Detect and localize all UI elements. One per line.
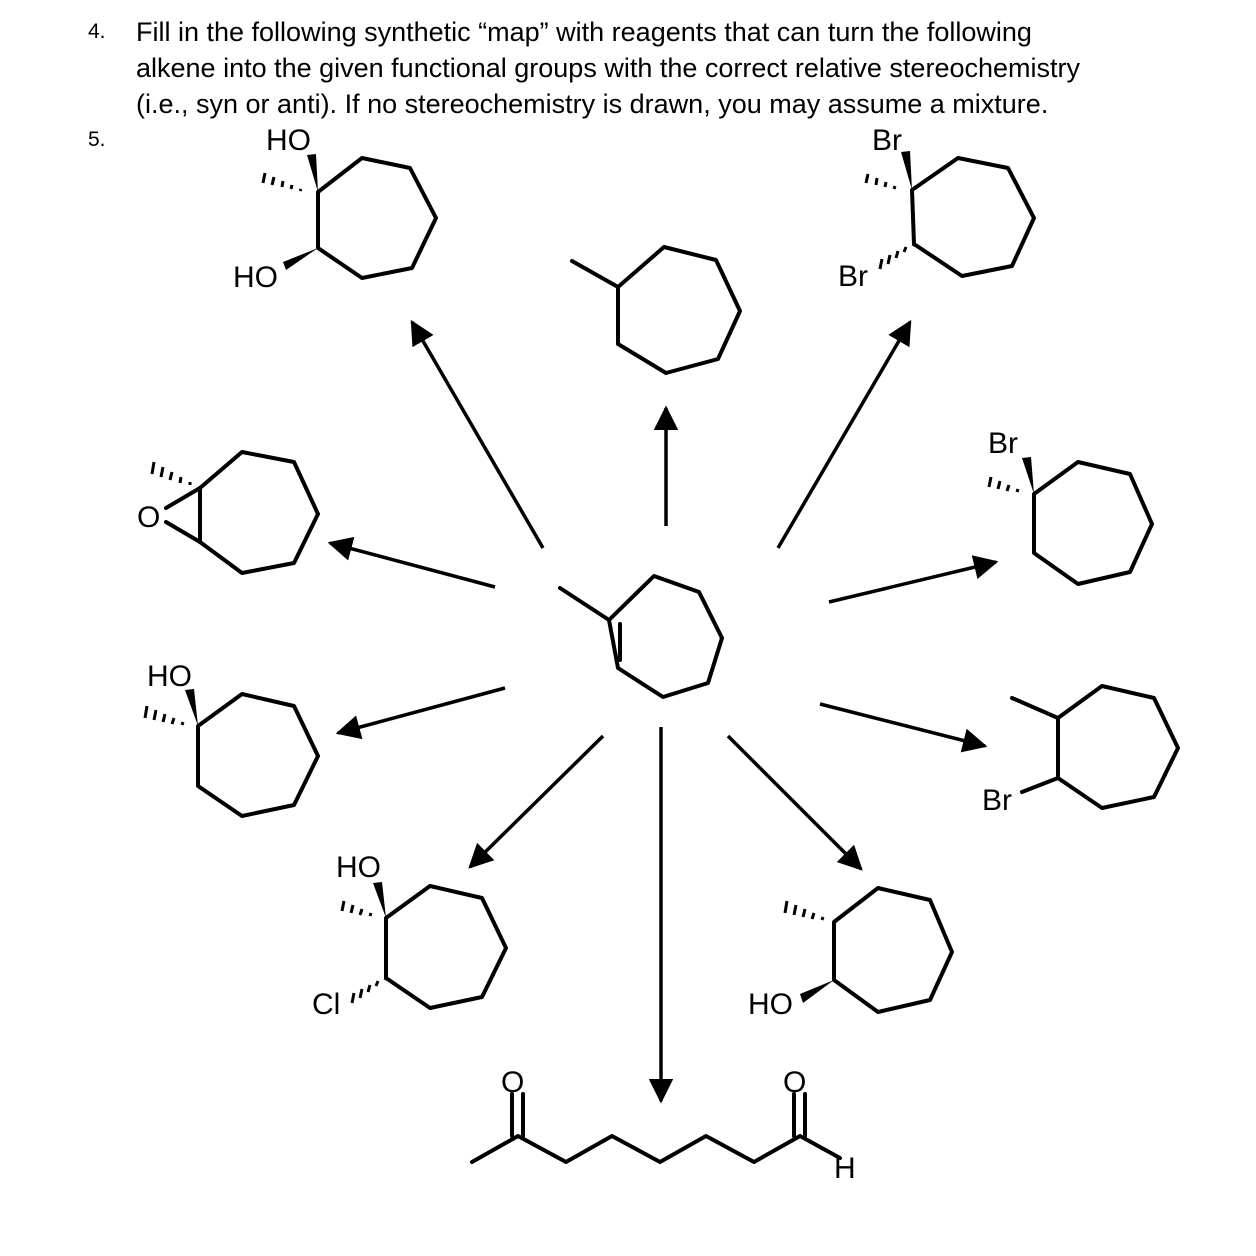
wedge-bond <box>901 151 912 190</box>
arrow-to-secondary-bromide <box>820 704 985 746</box>
arrow-to-epoxide <box>330 543 495 587</box>
product-keto-aldehyde <box>472 1066 856 1185</box>
arrow-to-chlorohydrin <box>470 736 603 867</box>
product-secondary-bromide <box>982 686 1178 817</box>
product-tertiary-alcohol <box>145 660 318 816</box>
product-tertiary-bromide <box>988 427 1152 584</box>
bromine-label: Br <box>988 427 1018 460</box>
wedge-bond <box>800 980 834 1003</box>
question-line: alkene into the given functional groups with the correct relative stereochemistry <box>136 53 1080 83</box>
hydroxyl-label: HO <box>233 261 278 294</box>
arrow-to-tertiary-alcohol <box>338 688 505 733</box>
next-question-number: 5. <box>88 128 106 151</box>
hydroxyl-label: HO <box>266 124 311 157</box>
bromine-label: Br <box>982 784 1012 817</box>
product-anti-markovnikov-alcohol <box>748 888 952 1021</box>
arrow-to-tertiary-bromide <box>829 562 996 602</box>
question-line: (i.e., syn or anti). If no stereochemistry is drawn, you may assume a mixture. <box>136 89 1049 119</box>
wedge-bond <box>1022 457 1034 494</box>
wedge-bond <box>307 154 318 192</box>
product-epoxide <box>137 452 318 573</box>
arrow-to-anti-markovnikov-alcohol <box>728 736 861 869</box>
question-number: 4. <box>88 20 106 43</box>
hydroxyl-label: HO <box>147 660 192 693</box>
hydroxyl-label: HO <box>748 988 793 1021</box>
carbonyl-oxygen-label: O <box>501 1066 525 1099</box>
wedge-bond <box>373 882 386 918</box>
arrow-to-syn-diol <box>412 322 543 548</box>
carbonyl-oxygen-label: O <box>783 1066 807 1099</box>
bromine-label: Br <box>872 124 902 157</box>
hydroxyl-label: HO <box>336 851 381 884</box>
wedge-bond <box>185 689 198 726</box>
product-syn-diol <box>233 124 436 294</box>
question-line: Fill in the following synthetic “map” with reagents that can turn the following <box>136 17 1032 47</box>
oxygen-label: O <box>137 501 161 534</box>
aldehyde-hydrogen-label: H <box>834 1152 856 1185</box>
chlorine-label: Cl <box>312 988 341 1021</box>
starting-alkene-methylcycloheptene <box>560 576 722 697</box>
wedge-bond <box>283 248 318 270</box>
product-chlorohydrin <box>312 851 506 1021</box>
product-methylcycloheptane <box>572 247 740 373</box>
bromine-label: Br <box>838 260 868 293</box>
reaction-arrows <box>330 322 996 1101</box>
product-anti-dibromide <box>838 124 1034 293</box>
arrow-to-anti-dibromide <box>778 322 910 548</box>
